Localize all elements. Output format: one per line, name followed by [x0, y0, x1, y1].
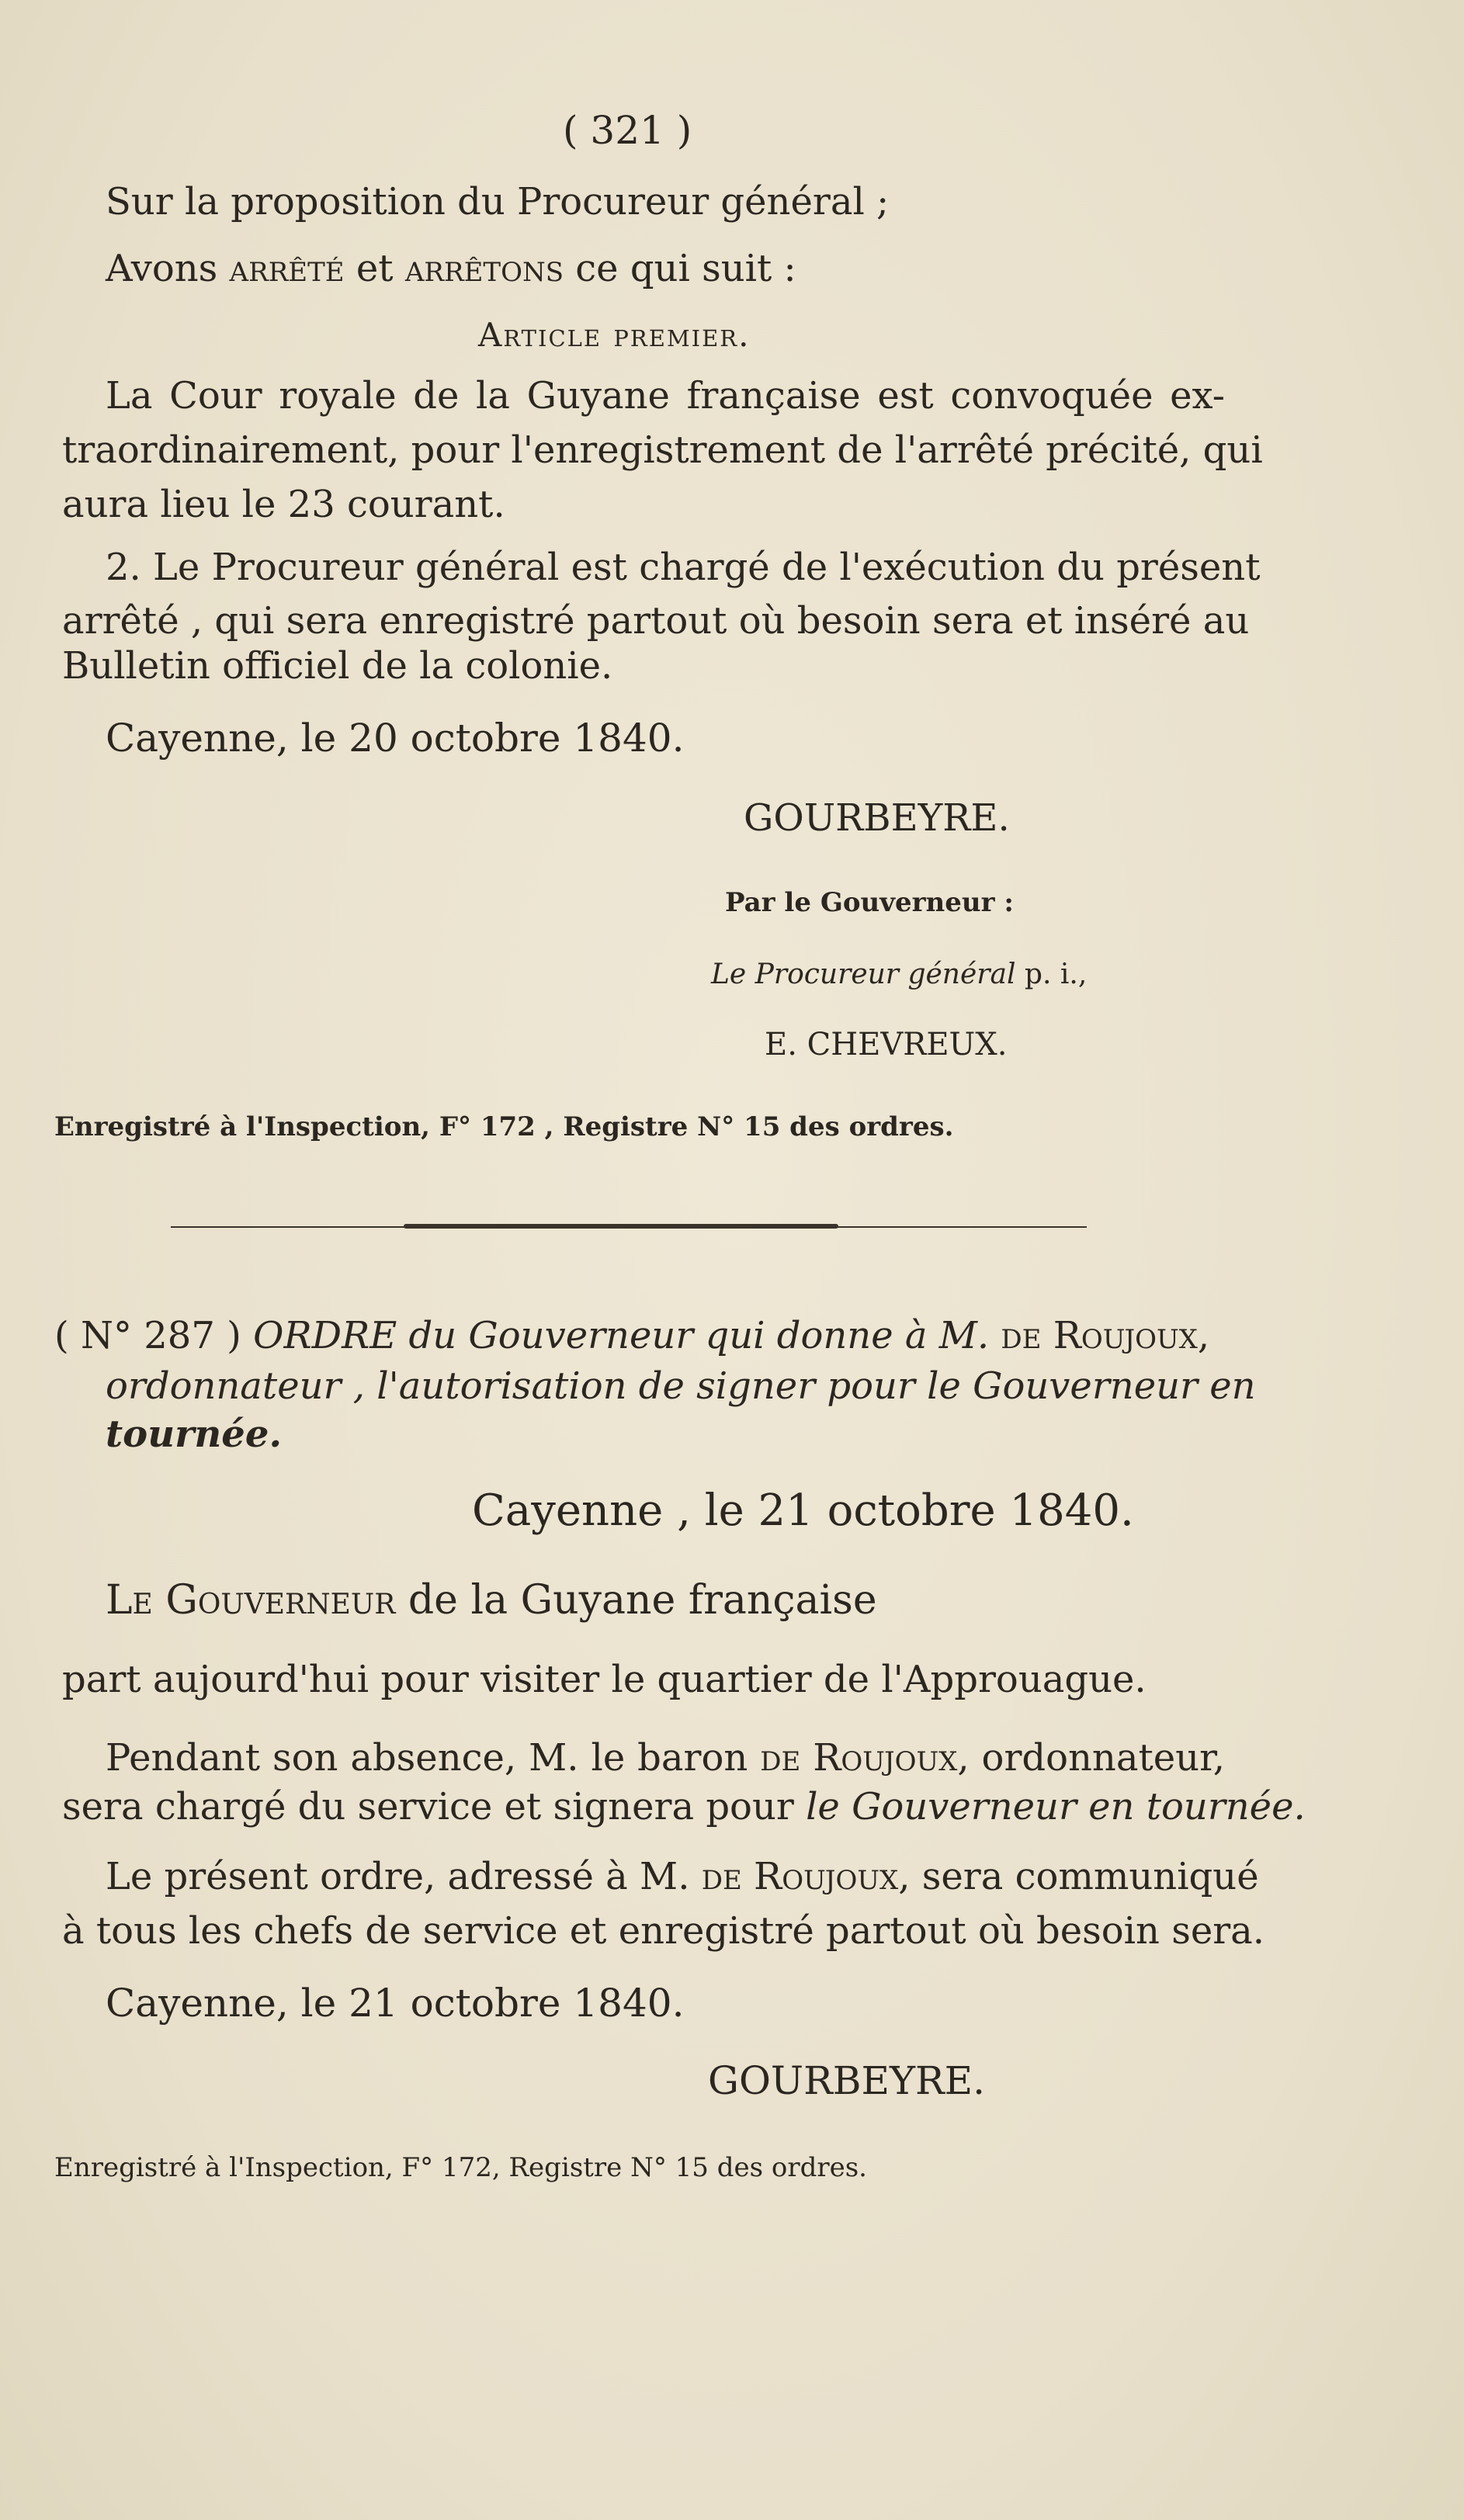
- procureur-line: [711, 953, 1087, 997]
- article2-line2: arrêté , qui sera enregistré partout où besoin sera et inséré au: [62, 599, 1250, 643]
- absence-text: Pendant son absence, M. le baron: [106, 1736, 761, 1780]
- signature-chevreux: E. CHEVREUX.: [765, 1027, 1008, 1062]
- present-ordre-text: Le présent ordre, adressé à M.: [106, 1855, 702, 1898]
- page-number: ( 321 ): [563, 108, 692, 153]
- par-le-gouverneur: Par le Gouverneur :: [725, 887, 1014, 918]
- order-paragraph3-line2: à tous les chefs de service et enregistré partout où besoin sera.: [62, 1909, 1265, 1953]
- order-date-line: Cayenne, le 21 octobre 1840.: [106, 1981, 685, 2026]
- le-gouverneur-line: [106, 1577, 877, 1624]
- arrete-text: arrêté: [229, 247, 345, 290]
- article-heading: Article premier.: [478, 316, 751, 354]
- order-dateline: Cayenne , le 21 octobre 1840.: [472, 1485, 1134, 1536]
- order-paragraph3-line1: [106, 1855, 1259, 1898]
- et-text: et: [344, 247, 405, 290]
- article2-line3: Bulletin officiel de la colonie.: [62, 644, 613, 688]
- ordonnateur-text: , ordonnateur,: [957, 1736, 1225, 1780]
- le-gouverneur-text: Le Gouverneur: [106, 1577, 396, 1624]
- procureur-pi: p. i.,: [1015, 958, 1088, 990]
- registration-note: Enregistré à l'Inspection, F° 172 , Registre N° 15 des ordres.: [54, 1111, 954, 1142]
- article1-line3: aura lieu le 23 courant.: [62, 483, 505, 526]
- date-line: Cayenne, le 20 octobre 1840.: [106, 716, 685, 761]
- article1-line1: La Cour royale de la Guyane française est convoquée ex-: [106, 374, 1225, 418]
- order-number: ( N° 287 ): [54, 1314, 254, 1357]
- guyane-text: de la Guyane française: [395, 1577, 877, 1624]
- order-title-name: de Roujoux: [1001, 1314, 1198, 1357]
- procureur-title: Le Procureur général: [711, 958, 1016, 990]
- service-text: sera chargé du service et signera pour: [62, 1785, 807, 1828]
- article2-line1: 2. Le Procureur général est chargé de l'exécution du présent: [106, 546, 1261, 589]
- gouverneur-en-tournee: le Gouverneur en tournée.: [806, 1785, 1306, 1828]
- avons-text: Avons: [106, 247, 230, 290]
- order-signature-gourbeyre: GOURBEYRE.: [708, 2058, 986, 2103]
- order-registration-note: Enregistré à l'Inspection, F° 172, Registre N° 15 des ordres.: [54, 2152, 867, 2183]
- order-paragraph2-line1: [106, 1736, 1225, 1780]
- roujoux-name-1: de Roujoux: [760, 1736, 958, 1780]
- article1-line2: traordinairement, pour l'enregistrement de l'arrêté précité, qui: [62, 428, 1263, 472]
- separator-rule-thick: [404, 1224, 838, 1229]
- avons-arrete-line: [106, 247, 796, 290]
- arretons-text: arrêtons: [404, 247, 564, 290]
- signature-gourbeyre: GOURBEYRE.: [744, 796, 1010, 840]
- communique-text: , sera communiqué: [898, 1855, 1259, 1898]
- order-paragraph1: part aujourd'hui pour visiter le quartier de l'Approuague.: [62, 1658, 1147, 1701]
- order-paragraph2-line2: [62, 1785, 1306, 1828]
- order-title-comma: ,: [1197, 1314, 1210, 1357]
- roujoux-name-2: de Roujoux: [701, 1855, 899, 1898]
- order-heading-line1: [54, 1314, 1209, 1357]
- order-heading-line3: tournée.: [106, 1413, 283, 1456]
- suit-text: ce qui suit :: [564, 247, 796, 290]
- order-title: ORDRE du Gouverneur qui donne à M.: [253, 1314, 1001, 1357]
- order-heading-line2: ordonnateur , l'autorisation de signer pour le Gouverneur en: [106, 1364, 1256, 1408]
- proposition-line: Sur la proposition du Procureur général ;: [106, 180, 890, 224]
